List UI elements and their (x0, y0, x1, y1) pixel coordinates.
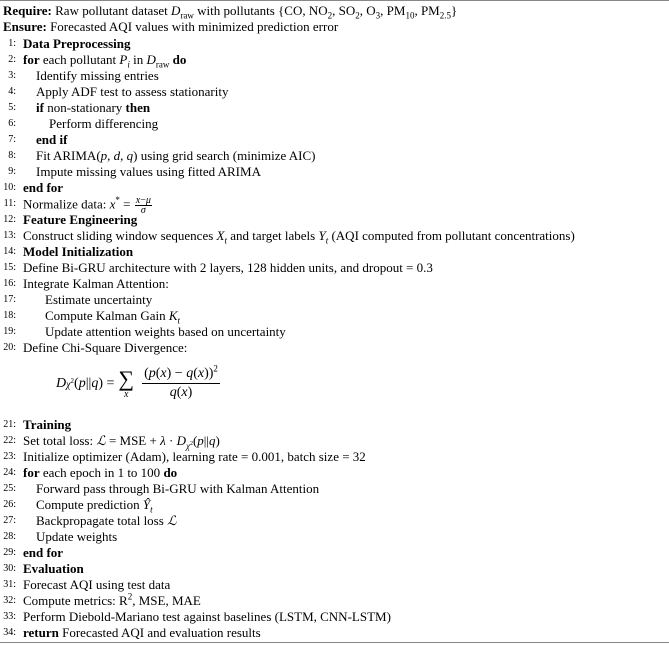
ensure-line (3, 19, 338, 35)
require-line: Require: Raw pollutant dataset $D_{raw}$ with pollutants {CO, $NO_2$, $SO_2$, $O_3$, $PM_{10}$, $PM_{2.5}$} (3, 3, 458, 21)
require-pollutants: with pollutants {CO, NO (197, 3, 328, 18)
bottom-rule (0, 642, 669, 643)
ensure-text: Forecasted AQI values with minimized prediction error (50, 19, 339, 34)
require-label: Require: (3, 3, 52, 18)
chi-square-formula: D $\chi^2$ ( p || q ) = ∑ x $(p(x) - q(x))^2$ q(x) (56, 363, 218, 400)
top-rule (0, 0, 669, 1)
ensure-label: Ensure: (3, 19, 47, 34)
require-text: Raw pollutant dataset (55, 3, 168, 18)
